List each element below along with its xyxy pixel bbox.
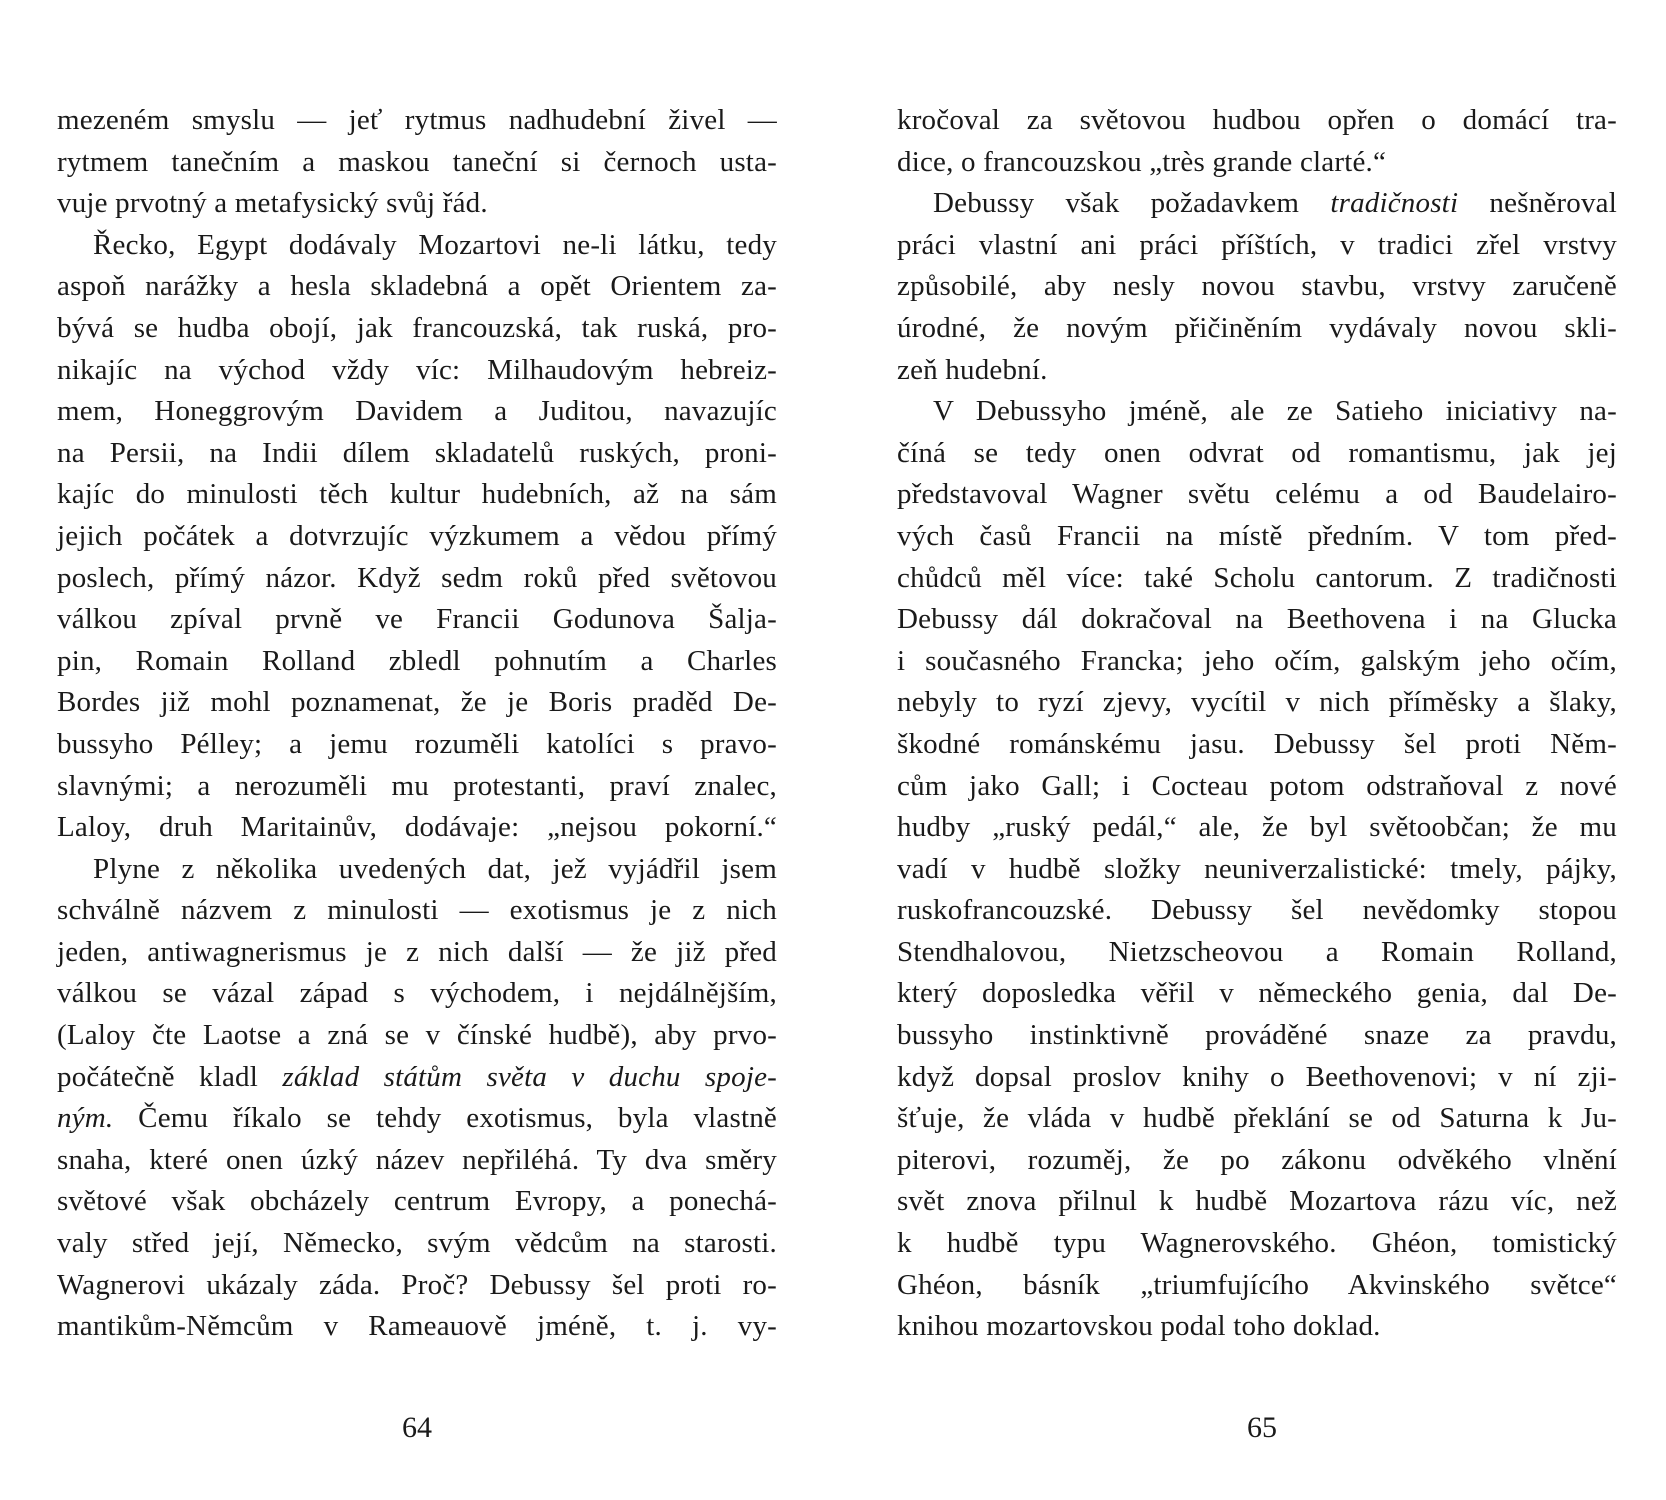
text-line: Ghéon, básník „triumfujícího Akvinského světce“ xyxy=(897,1268,1617,1301)
right-page-text xyxy=(897,100,1617,1348)
text-line: Řecko, Egypt dodávaly Mozartovi ne-li látku, tedy xyxy=(93,228,777,261)
text-line: kajíc do minulosti těch kultur hudebních, až na sám xyxy=(57,478,777,511)
text-line: který doposledka věřil v německého genia, dal De- xyxy=(897,977,1617,1010)
text-line: vuje prvotný a metafysický svůj řád. xyxy=(57,187,488,220)
left-page-number: 64 xyxy=(402,1411,432,1444)
text-line: knihou mozartovskou podal toho doklad. xyxy=(897,1310,1381,1343)
text-line: slavnými; a nerozuměli mu protestanti, praví znalec, xyxy=(57,769,777,802)
text-line: Debussy však požadavkem tradičnosti nešněroval xyxy=(933,187,1617,220)
text-line: pin, Romain Rolland zbledl pohnutím a Charles xyxy=(57,644,777,677)
text-line: valy střed její, Německo, svým vědcům na starosti. xyxy=(57,1227,777,1260)
text-line: představoval Wagner světu celému a od Baudelairo- xyxy=(897,478,1617,511)
text-line: vých časů Francii na místě předním. V tom před- xyxy=(897,519,1617,552)
text-line: bussyho Pélley; a jemu rozuměli katolíci s pravo- xyxy=(57,727,777,760)
text-line: úrodné, že novým přičiněním vydávaly novou skli- xyxy=(897,311,1617,344)
text-line: (Laloy čte Laotse a zná se v čínské hudbě), aby prvo- xyxy=(57,1019,777,1052)
text-line: číná se tedy onen odvrat od romantismu, jak jej xyxy=(897,436,1617,469)
text-line: schválně názvem z minulosti — exotismus je z nich xyxy=(57,894,777,927)
text-line: chůdců měl více: také Scholu cantorum. Z tradičnosti xyxy=(897,561,1617,594)
text-line: nikajíc na východ vždy víc: Milhaudovým hebreiz- xyxy=(57,353,777,386)
text-line: Wagnerovi ukázaly záda. Proč? Debussy šel proti ro- xyxy=(57,1268,777,1301)
text-line: rytmem tanečním a maskou taneční si černoch usta- xyxy=(57,145,777,178)
text-line: světové však obcházely centrum Evropy, a ponechá- xyxy=(57,1185,777,1218)
text-line: mantikům-Němcům v Rameauově jméně, t. j. vy- xyxy=(57,1310,777,1343)
text-line: mezeném smyslu — jeť rytmus nadhudební živel — xyxy=(57,104,777,136)
text-line: Plyne z několika uvedených dat, jež vyjádřil jsem xyxy=(93,852,777,885)
text-line: k hudbě typu Wagnerovského. Ghéon, tomistický xyxy=(897,1227,1617,1260)
text-line: cům jako Gall; i Cocteau potom odstraňoval z nové xyxy=(897,769,1617,802)
text-line: zeň hudební. xyxy=(897,353,1048,386)
text-line: i současného Francka; jeho očím, galským jeho očím, xyxy=(897,644,1617,677)
text-line: nebyly to ryzí zjevy, vycítil v nich příměsky a šlaky, xyxy=(897,686,1617,719)
left-page-text xyxy=(57,100,777,1348)
text-line: počátečně kladl základ státům světa v duchu spoje- xyxy=(57,1060,778,1093)
text-line: jeden, antiwagnerismus je z nich další — že již před xyxy=(57,935,777,968)
right-page-number: 65 xyxy=(1247,1411,1277,1444)
text-line: poslech, přímý názor. Když sedm roků před světovou xyxy=(57,561,777,594)
text-line: škodné románskému jasu. Debussy šel proti Něm- xyxy=(897,727,1617,760)
text-line: válkou zpíval prvně ve Francii Godunova Šalja- xyxy=(57,603,777,636)
text-line: Bordes již mohl poznamenat, že je Boris praděd De- xyxy=(57,686,777,719)
text-line: na Persii, na Indii dílem skladatelů ruských, proni- xyxy=(57,436,777,469)
text-line: kročoval za světovou hudbou opřen o domácí tra- xyxy=(897,104,1617,136)
text-line: šťuje, že vláda v hudbě překlání se od Saturna k Ju- xyxy=(897,1102,1617,1135)
text-line: Stendhalovou, Nietzscheovou a Romain Rolland, xyxy=(897,935,1617,968)
text-line: ným. Čemu říkalo se tehdy exotismus, byla vlastně xyxy=(57,1102,777,1135)
text-line: válkou se vázal západ s východem, i nejdálnějším, xyxy=(57,977,777,1010)
text-line: V Debussyho jméně, ale ze Satieho iniciativy na- xyxy=(933,395,1617,428)
text-line: svět znova přilnul k hudbě Mozartova rázu víc, než xyxy=(897,1185,1617,1218)
text-line: jejich počátek a dotvrzujíc výzkumem a vědou přímý xyxy=(57,519,777,552)
text-line: snaha, které onen úzký název nepřiléhá. Ty dva směry xyxy=(57,1143,777,1176)
text-line: způsobilé, aby nesly novou stavbu, vrstvy zaručeně xyxy=(897,270,1617,303)
text-line: aspoň narážky a hesla skladebná a opět Orientem za- xyxy=(57,270,777,303)
text-line: bývá se hudba obojí, jak francouzská, tak ruská, pro- xyxy=(57,311,777,344)
text-line: Laloy, druh Maritainův, dodávaje: „nejsou pokorní.“ xyxy=(57,811,777,844)
text-line: bussyho instinktivně prováděné snaze za pravdu, xyxy=(897,1019,1617,1052)
text-line: mem, Honeggrovým Davidem a Juditou, navazujíc xyxy=(57,395,777,428)
text-line: Debussy dál dokračoval na Beethovena i na Glucka xyxy=(897,603,1617,636)
text-line: když dopsal proslov knihy o Beethovenovi; v ní zji- xyxy=(897,1060,1617,1093)
text-line: piterovi, rozuměj, že po zákonu odvěkého vlnění xyxy=(897,1143,1617,1176)
text-line: vadí v hudbě složky neuniverzalistické: tmely, pájky, xyxy=(897,852,1617,885)
text-line: dice, o francouzskou „très grande clarté.“ xyxy=(897,145,1387,178)
text-line: ruskofrancouzské. Debussy šel nevědomky stopou xyxy=(897,894,1617,927)
text-line: práci vlastní ani práci příštích, v tradici zřel vrstvy xyxy=(897,228,1617,261)
text-line: hudby „ruský pedál,“ ale, že byl světoobčan; že mu xyxy=(897,811,1617,844)
